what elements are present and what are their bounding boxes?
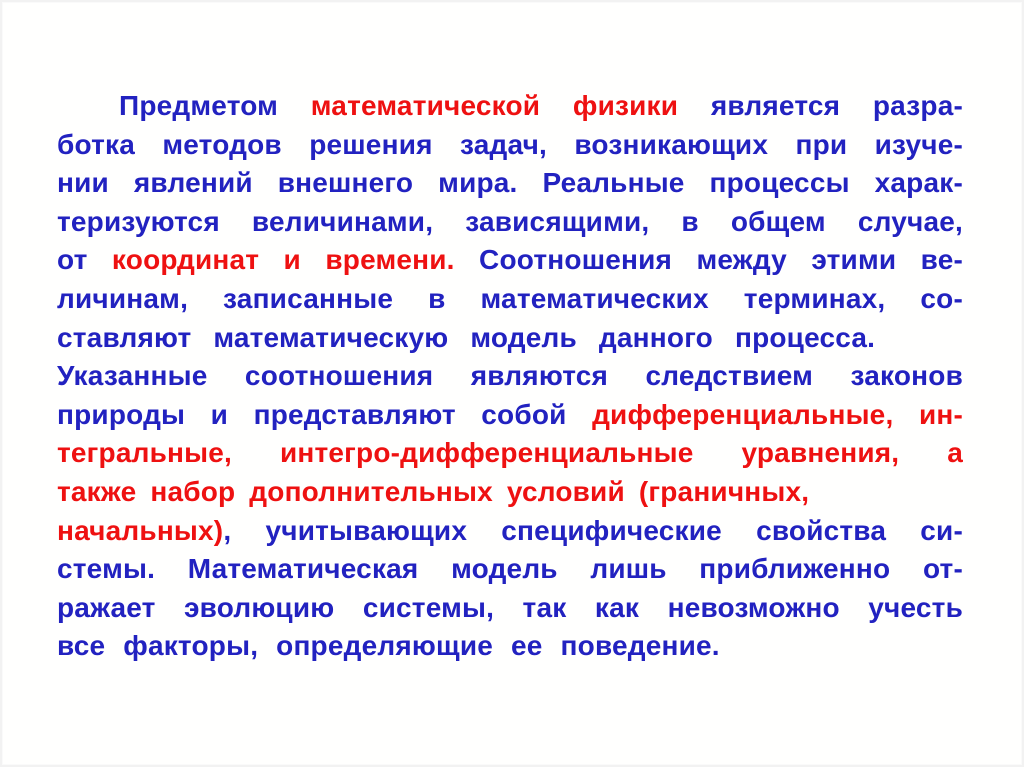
text-segment-blue: Указанные соотношения являются следствием законов [57, 360, 963, 392]
text-segment-blue: Соотношения между этими ве- [454, 244, 964, 276]
text-line [57, 126, 963, 165]
text-segment-blue: , учитывающих специфические свойства си- [223, 514, 963, 546]
text-line [57, 319, 963, 358]
text-line [57, 203, 963, 242]
text-line [57, 87, 963, 126]
text-segment-red: тегральные, интегро-дифференциальные уравнения, а [57, 437, 963, 469]
text-segment-red: координат и времени. [111, 244, 455, 276]
text-segment-blue: теризуются величинами, зависящими, в общем случае, [57, 205, 963, 237]
text-segment-red: математической физики [310, 90, 679, 121]
text-segment-blue: от [57, 244, 112, 276]
text-segment-blue: является разра- [678, 90, 963, 121]
text-segment-blue: природы и представляют собой [57, 398, 593, 430]
text-line [57, 164, 963, 203]
slide-text [57, 87, 963, 666]
text-line [57, 550, 963, 589]
text-line [57, 434, 963, 473]
text-line [57, 627, 963, 666]
text-line [57, 357, 963, 396]
text-segment-blue: личинам, записанные в математических терминах, со- [57, 282, 963, 314]
text-segment-red: также набор дополнительных условий (граничных, [57, 475, 810, 507]
text-segment-blue: ботка методов решения задач, возникающих при изуче- [57, 128, 963, 160]
text-line [57, 280, 963, 319]
text-segment-blue: ставляют математическую модель данного процесса. [57, 321, 876, 353]
text-line [57, 396, 963, 435]
text-segment-blue: ражает эволюцию системы, так как невозможно учесть [57, 591, 963, 623]
text-segment-red: начальных) [57, 514, 224, 546]
text-segment-blue: стемы. Математическая модель лишь приближенно от- [57, 553, 963, 585]
text-segment-red: дифференциальные, ин- [592, 398, 963, 430]
text-segment-blue: Предметом [119, 90, 311, 121]
text-segment-blue: нии явлений внешнего мира. Реальные процессы харак- [57, 167, 963, 199]
text-line [57, 473, 963, 512]
text-line [57, 241, 963, 280]
text-segment-blue: все факторы, определяющие ее поведение. [57, 630, 720, 662]
text-line [57, 589, 963, 628]
text-line [57, 512, 963, 551]
